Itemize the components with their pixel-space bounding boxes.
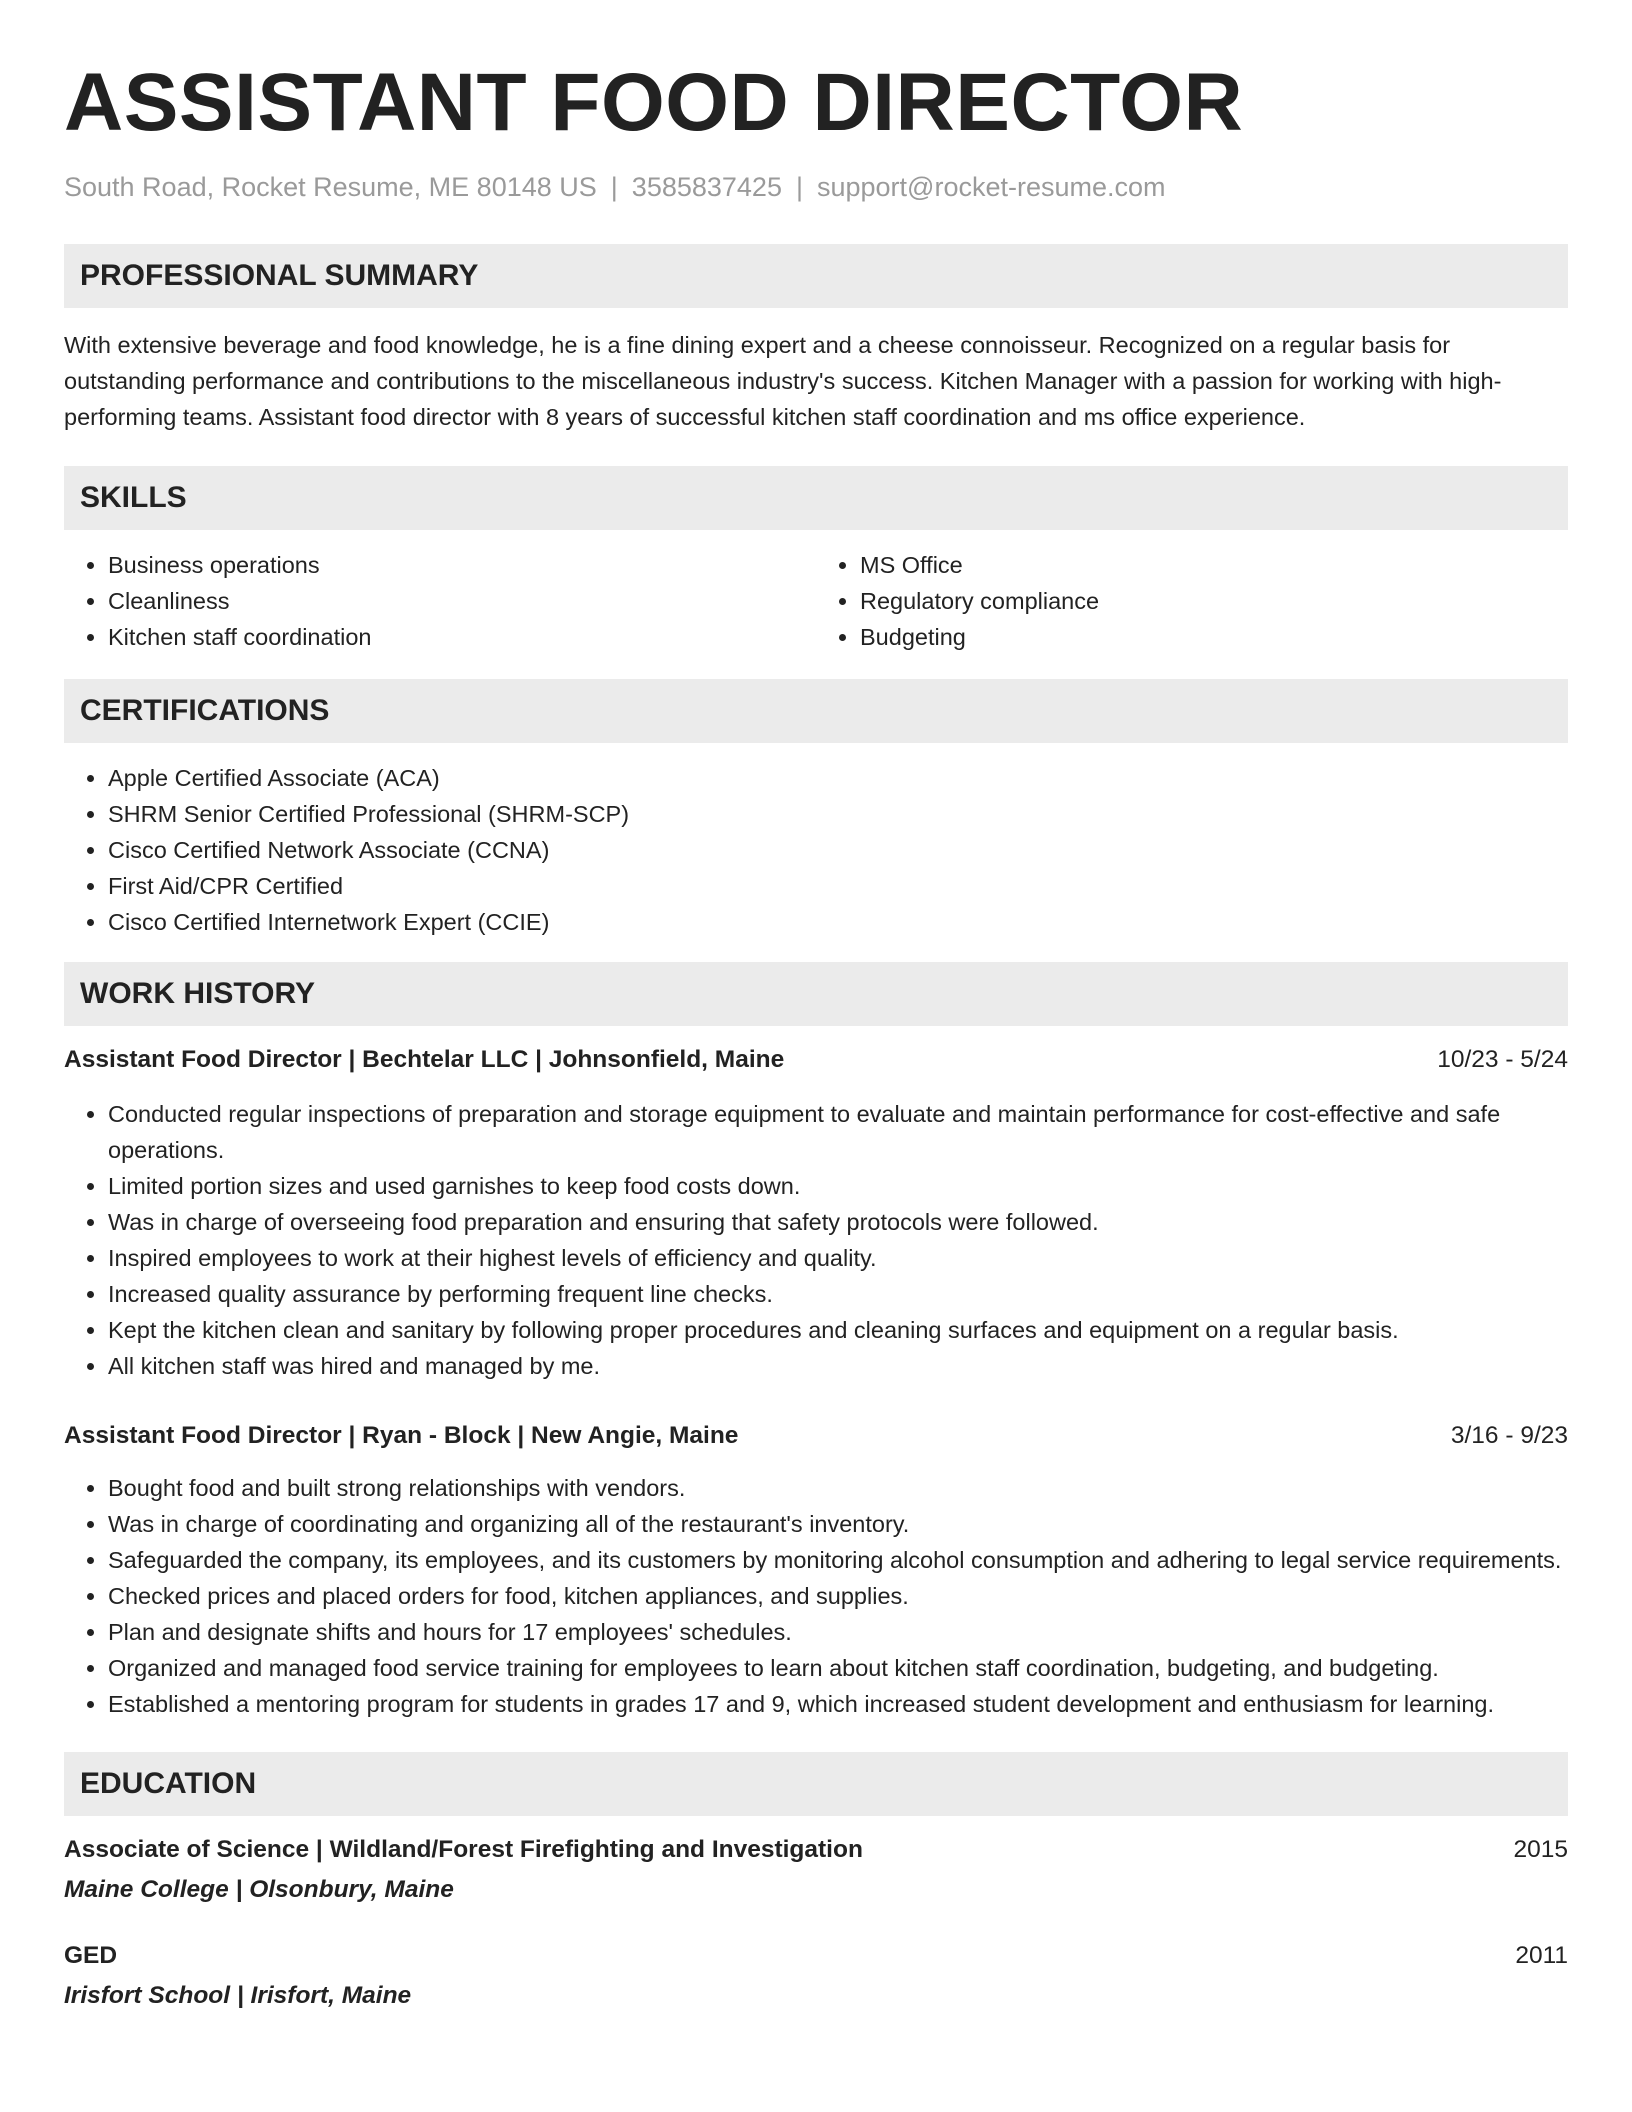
job-entry bbox=[64, 1418, 1568, 1722]
certification-item: • Apple Certified Associate (ACA) bbox=[108, 760, 1568, 796]
skill-item: • Kitchen staff coordination bbox=[108, 619, 816, 655]
section-heading-certifications: CERTIFICATIONS bbox=[64, 679, 1568, 743]
skill-item: • MS Office bbox=[860, 547, 1568, 583]
job-title: Assistant Food Director | Bechtelar LLC | Johnsonfield, Maine bbox=[64, 1046, 785, 1073]
education-year: 2015 bbox=[1513, 1836, 1568, 1863]
job-bullet: • Was in charge of overseeing food preparation and ensuring that safety protocols were followed. bbox=[108, 1204, 1568, 1240]
education-year: 2011 bbox=[1515, 1942, 1568, 1969]
contact-email: support@rocket-resume.com bbox=[816, 172, 1166, 202]
job-bullets bbox=[64, 1096, 1568, 1384]
section-heading-skills: SKILLS bbox=[64, 466, 1568, 530]
job-bullet: • All kitchen staff was hired and managed by me. bbox=[108, 1348, 1568, 1384]
job-header bbox=[64, 1418, 1568, 1454]
skills-columns bbox=[64, 547, 1568, 655]
contact-phone: 3585837425 bbox=[631, 172, 782, 202]
job-entry bbox=[64, 1042, 1568, 1384]
job-dates: 10/23 - 5/24 bbox=[1437, 1046, 1568, 1073]
contact-line bbox=[64, 170, 1568, 204]
education-header bbox=[64, 1938, 1568, 1974]
job-bullet: • Checked prices and placed orders for food, kitchen appliances, and supplies. bbox=[108, 1578, 1568, 1614]
certification-item: • First Aid/CPR Certified bbox=[108, 868, 1568, 904]
job-header bbox=[64, 1042, 1568, 1078]
skill-item: • Business operations bbox=[108, 547, 816, 583]
education-entry bbox=[64, 1938, 1568, 2014]
job-bullet: • Established a mentoring program for students in grades 17 and 9, which increased student development and enthusiasm for learning. bbox=[108, 1686, 1568, 1722]
job-title: Assistant Food Director | Ryan - Block | New Angie, Maine bbox=[64, 1422, 739, 1449]
job-bullet: • Kept the kitchen clean and sanitary by following proper procedures and cleaning surfaces and equipment on a regular basis. bbox=[108, 1312, 1568, 1348]
education-degree: Associate of Science | Wildland/Forest Firefighting and Investigation bbox=[64, 1836, 863, 1863]
job-bullet: • Bought food and built strong relationships with vendors. bbox=[108, 1470, 1568, 1506]
job-bullet: • Inspired employees to work at their highest levels of efficiency and quality. bbox=[108, 1240, 1568, 1276]
job-bullet: • Conducted regular inspections of preparation and storage equipment to evaluate and maintain performance for cost-effective and safe operations. bbox=[108, 1096, 1568, 1168]
education-school: Maine College | Olsonbury, Maine bbox=[64, 1876, 454, 1903]
education-entry bbox=[64, 1832, 1568, 1908]
skill-item: • Budgeting bbox=[860, 619, 1568, 655]
certification-item: • Cisco Certified Network Associate (CCNA) bbox=[108, 832, 1568, 868]
certification-item: • Cisco Certified Internetwork Expert (CCIE) bbox=[108, 904, 1568, 940]
education-school: Irisfort School | Irisfort, Maine bbox=[64, 1982, 412, 2009]
section-heading-summary: PROFESSIONAL SUMMARY bbox=[64, 244, 1568, 308]
contact-separator: | bbox=[610, 172, 618, 202]
job-dates: 3/16 - 9/23 bbox=[1450, 1422, 1568, 1449]
job-bullets bbox=[64, 1470, 1568, 1722]
job-bullet: • Plan and designate shifts and hours for 17 employees' schedules. bbox=[108, 1614, 1568, 1650]
education-degree: GED bbox=[64, 1942, 118, 1969]
education-header bbox=[64, 1832, 1568, 1868]
skill-item: • Cleanliness bbox=[108, 583, 816, 619]
skills-list-left bbox=[64, 547, 816, 655]
job-bullet: • Organized and managed food service training for employees to learn about kitchen staff coordination, budgeting, and budgeting. bbox=[108, 1650, 1568, 1686]
summary-text: With extensive beverage and food knowledge, he is a fine dining expert and a cheese connoisseur. Recognized on a regular basis for outstanding performance and contributions to the miscellaneous industry's success. Kitchen Manager with a passion for working with high-performing teams. Assistant food director with 8 years of successful kitchen staff coordination and ms office experience. bbox=[64, 332, 1502, 430]
section-heading-education: EDUCATION bbox=[64, 1752, 1568, 1816]
section-heading-work-history: WORK HISTORY bbox=[64, 962, 1568, 1026]
job-bullet: • Increased quality assurance by performing frequent line checks. bbox=[108, 1276, 1568, 1312]
certifications-list bbox=[64, 760, 1568, 940]
skills-list-right bbox=[816, 547, 1568, 655]
certification-item: • SHRM Senior Certified Professional (SHRM-SCP) bbox=[108, 796, 1568, 832]
contact-address: South Road, Rocket Resume, ME 80148 US bbox=[64, 172, 597, 202]
job-bullet: • Safeguarded the company, its employees, and its customers by monitoring alcohol consumption and adhering to legal service requirements. bbox=[108, 1542, 1568, 1578]
skill-item: • Regulatory compliance bbox=[860, 583, 1568, 619]
job-bullet: • Was in charge of coordinating and organizing all of the restaurant's inventory. bbox=[108, 1506, 1568, 1542]
resume-name: ASSISTANT FOOD DIRECTOR bbox=[64, 57, 1244, 148]
job-bullet: • Limited portion sizes and used garnishes to keep food costs down. bbox=[108, 1168, 1568, 1204]
contact-separator: | bbox=[795, 172, 803, 202]
